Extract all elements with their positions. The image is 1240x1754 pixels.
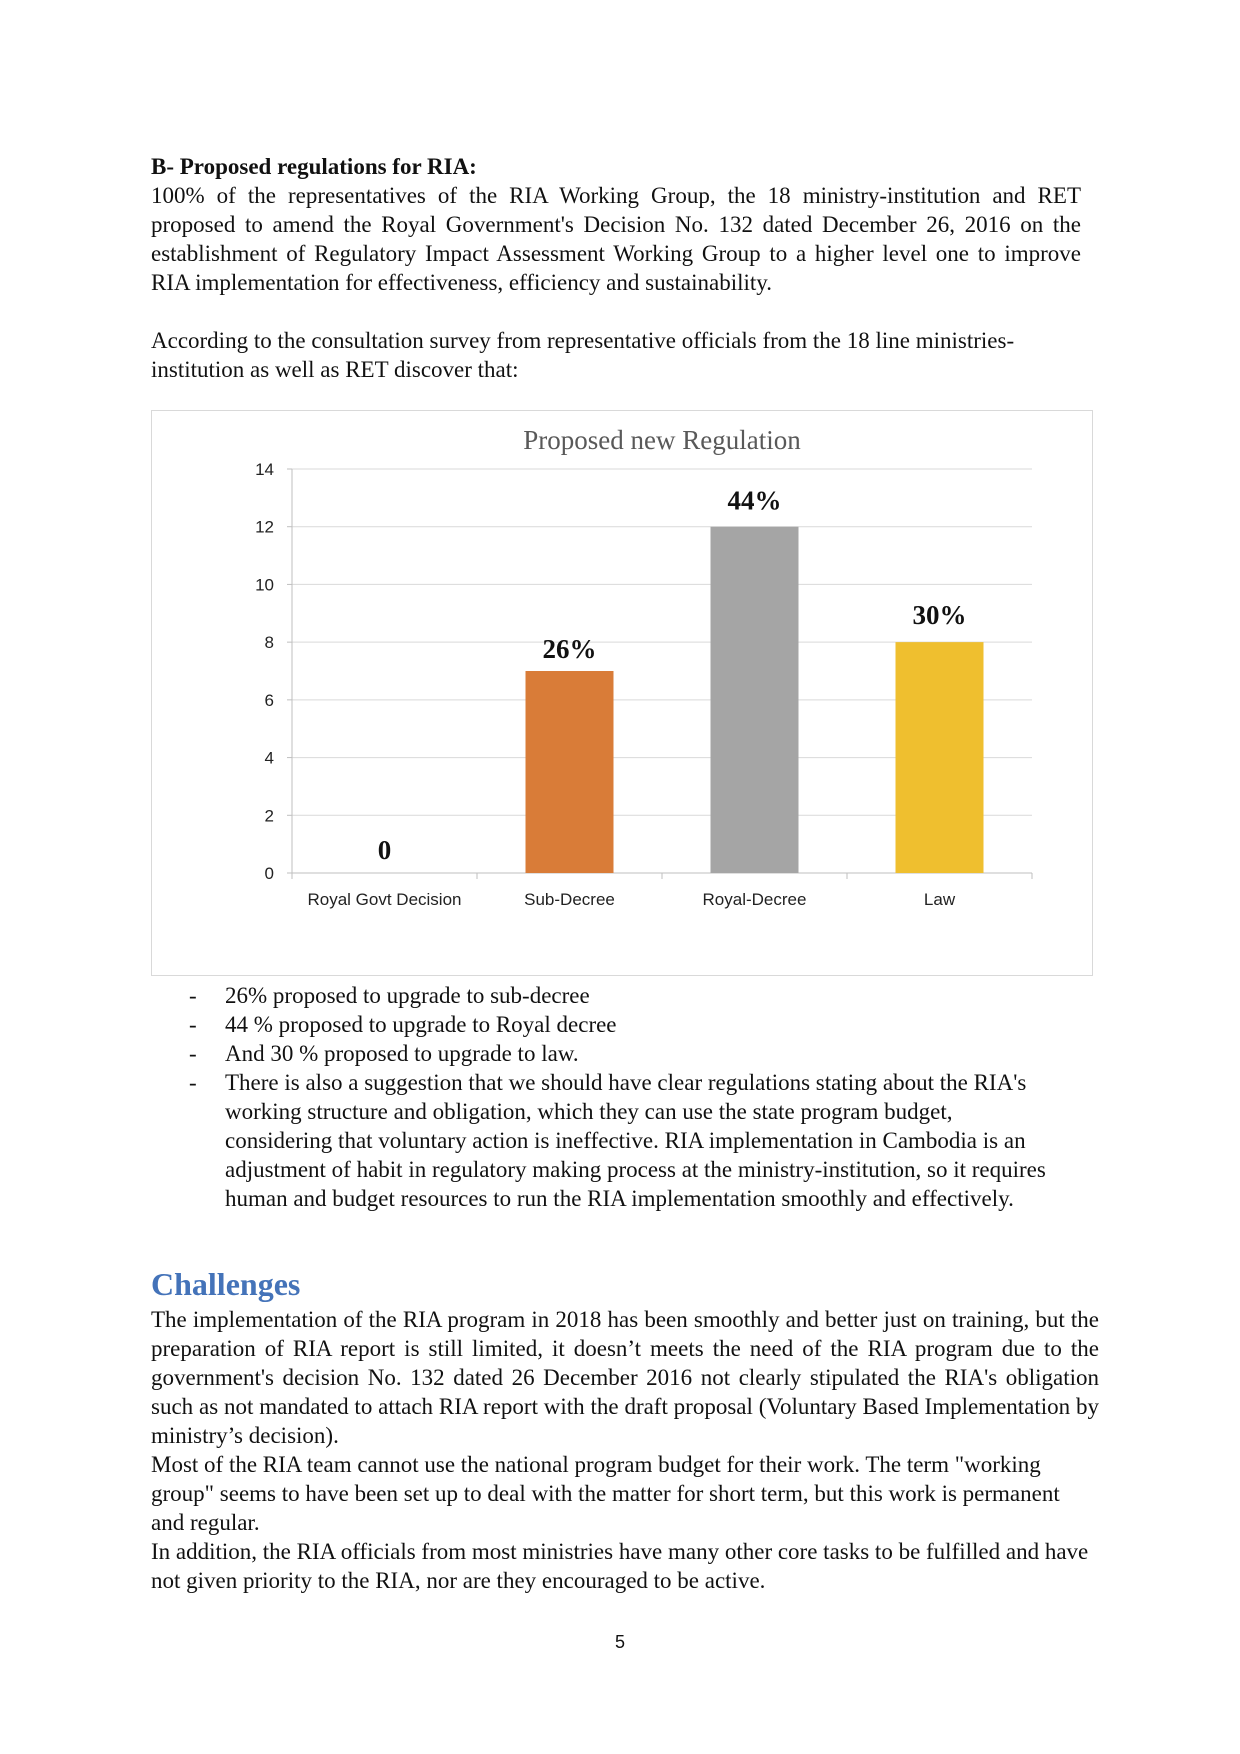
data-label: 30% — [912, 600, 967, 631]
bullet-item — [151, 1010, 1101, 1039]
challenges-paragraph: Most of the RIA team cannot use the national program budget for their work. The term "working group" seems to have been set up to deal with the matter for short term, but this work is permanent and regular. — [151, 1452, 1060, 1535]
bullet-text: There is also a suggestion that we should have clear regulations stating about the RIA's working structure and obligation, which they can use the state program budget, considering that voluntary action is ineffective. RIA implementation in Cambodia is an adjustment of habit in regulatory making process at the ministry-institution, so it requires human and budget resources to run the RIA implementation smoothly and effectively. — [225, 1070, 1046, 1211]
chart-title: Proposed new Regulation — [523, 425, 801, 455]
bullet-item — [151, 1068, 1065, 1213]
bar — [896, 642, 984, 873]
bar — [526, 671, 614, 873]
data-label: 26% — [542, 634, 597, 664]
bullet-dash: - — [189, 983, 197, 1008]
challenges-paragraph: In addition, the RIA officials from most ministries have many other core tasks to be fulfilled and have not given priority to the RIA, nor are they encouraged to be active. — [151, 1539, 1089, 1593]
x-category-label: Law — [923, 890, 956, 909]
y-tick-label: 8 — [264, 633, 274, 653]
bullet-item — [151, 981, 1101, 1010]
challenges-paragraph: The implementation of the RIA program in 2018 has been smoothly and better just on training, but the preparation of RIA report is still limited, it doesn’t meets the need of the RIA program due to the government's decision No. 132 dated 26 December 2016 not clearly stipulated the RIA's obligation such as not mandated to attach RIA report with the draft proposal (Voluntary Based Implementation by ministry’s decision). — [151, 1307, 1099, 1448]
bar — [711, 527, 799, 873]
bullet-item — [151, 1039, 1101, 1068]
page-number: 5 — [614, 1632, 625, 1652]
y-tick-label: 10 — [255, 575, 274, 595]
bullet-text: And 30 % proposed to upgrade to law. — [225, 1041, 579, 1066]
bar-chart — [151, 410, 1093, 976]
y-tick-label: 4 — [264, 748, 274, 768]
x-category-label: Royal Govt Decision — [307, 890, 462, 909]
y-tick-label: 6 — [264, 690, 274, 710]
survey-paragraph: According to the consultation survey from representative officials from the 18 line ministries-institution as well as RET discover that: — [151, 328, 1015, 382]
section-b — [151, 152, 1101, 384]
bullet-dash: - — [189, 1041, 197, 1066]
challenges-body — [151, 1305, 1099, 1595]
data-label: 44% — [727, 485, 782, 516]
y-tick-label: 14 — [255, 460, 274, 479]
y-tick-label: 12 — [255, 517, 274, 537]
challenges-heading: Challenges — [151, 1266, 301, 1302]
intro-paragraph: 100% of the representatives of the RIA Working Group, the 18 ministry-institution and RET proposed to amend the Royal Government's Decision No. 132 dated December 26, 2016 on the establishment of Regulatory Impact Assessment Working Group to a higher level one to improve RIA implementation for effectiveness, efficiency and sustainability. — [151, 183, 1081, 295]
bullet-list — [151, 981, 1101, 1213]
bullet-dash: - — [189, 1070, 197, 1095]
chart-canvas — [152, 411, 1092, 975]
section-heading: B- Proposed regulations for RIA: — [151, 154, 477, 179]
bullet-dash: - — [189, 1012, 197, 1037]
data-label: 0 — [377, 835, 392, 865]
bullet-text: 44 % proposed to upgrade to Royal decree — [225, 1012, 617, 1037]
x-category-label: Sub-Decree — [524, 890, 615, 909]
y-tick-label: 2 — [264, 806, 274, 826]
bullet-text: 26% proposed to upgrade to sub-decree — [225, 983, 590, 1008]
y-tick-label: 0 — [264, 864, 274, 883]
x-category-label: Royal-Decree — [702, 890, 807, 909]
